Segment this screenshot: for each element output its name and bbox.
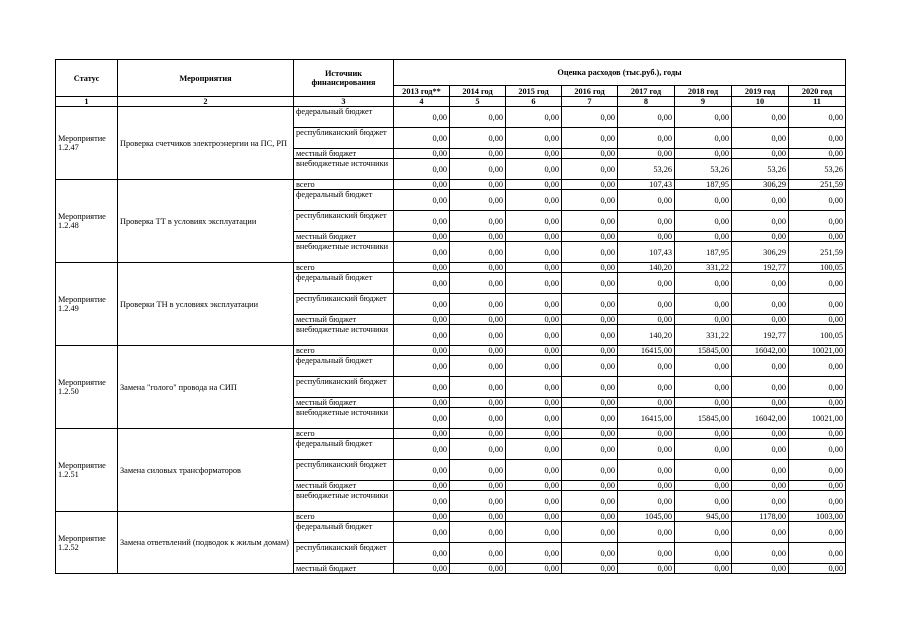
event-status: Мероприятие 1.2.47 bbox=[56, 107, 118, 180]
cost-value: 0,00 bbox=[675, 522, 732, 543]
cost-value: 0,00 bbox=[675, 564, 732, 574]
cost-value: 331,22 bbox=[675, 263, 732, 273]
cost-value: 0,00 bbox=[394, 159, 450, 180]
column-number: 8 bbox=[618, 97, 675, 107]
cost-value: 0,00 bbox=[506, 356, 562, 377]
cost-value: 0,00 bbox=[732, 377, 789, 398]
cost-value: 100,05 bbox=[789, 263, 846, 273]
cost-value: 0,00 bbox=[618, 273, 675, 294]
cost-value: 0,00 bbox=[618, 315, 675, 325]
event-name: Проверка ТТ в условиях эксплуатации bbox=[118, 180, 294, 263]
cost-value: 0,00 bbox=[618, 211, 675, 232]
cost-value: 107,43 bbox=[618, 242, 675, 263]
table-row bbox=[56, 107, 846, 128]
table-row bbox=[56, 180, 846, 190]
cost-value: 0,00 bbox=[394, 232, 450, 242]
cost-value: 0,00 bbox=[450, 429, 506, 439]
cost-value: 0,00 bbox=[450, 180, 506, 190]
cost-value: 0,00 bbox=[394, 346, 450, 356]
cost-value: 0,00 bbox=[506, 232, 562, 242]
cost-value: 0,00 bbox=[450, 159, 506, 180]
cost-value: 0,00 bbox=[562, 180, 618, 190]
funding-source: внебюджетные источники bbox=[294, 491, 394, 512]
cost-value: 0,00 bbox=[562, 232, 618, 242]
cost-value: 0,00 bbox=[675, 439, 732, 460]
cost-value: 107,43 bbox=[618, 180, 675, 190]
header-year: 2019 год bbox=[732, 86, 789, 97]
event-status: Мероприятие 1.2.49 bbox=[56, 263, 118, 346]
cost-value: 0,00 bbox=[562, 315, 618, 325]
header-year: 2016 год bbox=[562, 86, 618, 97]
cost-value: 1178,00 bbox=[732, 512, 789, 522]
cost-value: 0,00 bbox=[450, 398, 506, 408]
event-status: Мероприятие 1.2.50 bbox=[56, 346, 118, 429]
cost-value: 0,00 bbox=[394, 522, 450, 543]
cost-value: 0,00 bbox=[789, 190, 846, 211]
cost-value: 0,00 bbox=[675, 190, 732, 211]
cost-value: 0,00 bbox=[506, 346, 562, 356]
cost-value: 0,00 bbox=[562, 325, 618, 346]
cost-value: 0,00 bbox=[732, 543, 789, 564]
cost-value: 0,00 bbox=[394, 211, 450, 232]
cost-value: 0,00 bbox=[789, 128, 846, 149]
cost-value: 0,00 bbox=[450, 491, 506, 512]
cost-value: 0,00 bbox=[450, 564, 506, 574]
cost-value: 0,00 bbox=[789, 460, 846, 481]
cost-value: 0,00 bbox=[789, 232, 846, 242]
funding-source: республиканский бюджет bbox=[294, 128, 394, 149]
cost-value: 0,00 bbox=[675, 356, 732, 377]
funding-source: всего bbox=[294, 263, 394, 273]
cost-value: 0,00 bbox=[732, 315, 789, 325]
header-year: 2017 год bbox=[618, 86, 675, 97]
cost-value: 0,00 bbox=[618, 564, 675, 574]
cost-value: 0,00 bbox=[732, 190, 789, 211]
cost-value: 0,00 bbox=[562, 522, 618, 543]
cost-value: 0,00 bbox=[394, 377, 450, 398]
cost-value: 0,00 bbox=[675, 460, 732, 481]
cost-value: 0,00 bbox=[789, 273, 846, 294]
cost-value: 0,00 bbox=[394, 180, 450, 190]
column-number: 10 bbox=[732, 97, 789, 107]
cost-value: 0,00 bbox=[675, 315, 732, 325]
cost-value: 0,00 bbox=[450, 263, 506, 273]
funding-source: местный бюджет bbox=[294, 149, 394, 159]
cost-value: 0,00 bbox=[394, 491, 450, 512]
cost-value: 0,00 bbox=[562, 564, 618, 574]
cost-value: 0,00 bbox=[394, 512, 450, 522]
cost-value: 53,26 bbox=[675, 159, 732, 180]
cost-value: 0,00 bbox=[506, 315, 562, 325]
cost-value: 0,00 bbox=[732, 149, 789, 159]
header-year: 2014 год bbox=[450, 86, 506, 97]
cost-value: 0,00 bbox=[506, 107, 562, 128]
cost-value: 140,20 bbox=[618, 263, 675, 273]
cost-value: 53,26 bbox=[789, 159, 846, 180]
cost-value: 187,95 bbox=[675, 242, 732, 263]
cost-value: 0,00 bbox=[562, 107, 618, 128]
cost-value: 0,00 bbox=[732, 107, 789, 128]
cost-value: 0,00 bbox=[394, 149, 450, 159]
event-status: Мероприятие 1.2.48 bbox=[56, 180, 118, 263]
cost-value: 0,00 bbox=[618, 491, 675, 512]
cost-value: 0,00 bbox=[506, 211, 562, 232]
cost-value: 0,00 bbox=[506, 398, 562, 408]
cost-value: 0,00 bbox=[618, 398, 675, 408]
budget-table bbox=[55, 59, 846, 574]
cost-value: 0,00 bbox=[450, 128, 506, 149]
cost-value: 0,00 bbox=[506, 325, 562, 346]
cost-value: 0,00 bbox=[450, 408, 506, 429]
funding-source: местный бюджет bbox=[294, 481, 394, 491]
funding-source: республиканский бюджет bbox=[294, 460, 394, 481]
cost-value: 0,00 bbox=[394, 128, 450, 149]
cost-value: 0,00 bbox=[789, 398, 846, 408]
cost-value: 187,95 bbox=[675, 180, 732, 190]
cost-value: 0,00 bbox=[562, 346, 618, 356]
cost-value: 0,00 bbox=[450, 190, 506, 211]
cost-value: 0,00 bbox=[789, 356, 846, 377]
table-row bbox=[56, 512, 846, 522]
cost-value: 0,00 bbox=[394, 315, 450, 325]
funding-source: федеральный бюджет bbox=[294, 107, 394, 128]
cost-value: 16415,00 bbox=[618, 408, 675, 429]
cost-value: 100,05 bbox=[789, 325, 846, 346]
cost-value: 0,00 bbox=[618, 128, 675, 149]
cost-value: 306,29 bbox=[732, 242, 789, 263]
cost-value: 0,00 bbox=[450, 107, 506, 128]
cost-value: 0,00 bbox=[562, 128, 618, 149]
funding-source: федеральный бюджет bbox=[294, 439, 394, 460]
cost-value: 0,00 bbox=[732, 232, 789, 242]
column-number: 2 bbox=[118, 97, 294, 107]
cost-value: 0,00 bbox=[394, 564, 450, 574]
cost-value: 0,00 bbox=[450, 315, 506, 325]
funding-source: внебюджетные источники bbox=[294, 325, 394, 346]
cost-value: 0,00 bbox=[450, 356, 506, 377]
cost-value: 0,00 bbox=[675, 232, 732, 242]
cost-value: 0,00 bbox=[450, 512, 506, 522]
table-row bbox=[56, 346, 846, 356]
cost-value: 331,22 bbox=[675, 325, 732, 346]
cost-value: 16042,00 bbox=[732, 408, 789, 429]
cost-value: 0,00 bbox=[562, 263, 618, 273]
cost-value: 0,00 bbox=[562, 149, 618, 159]
cost-value: 0,00 bbox=[675, 273, 732, 294]
cost-value: 0,00 bbox=[789, 107, 846, 128]
cost-value: 0,00 bbox=[562, 460, 618, 481]
cost-value: 0,00 bbox=[562, 543, 618, 564]
event-name: Проверки ТН в условиях эксплуатации bbox=[118, 263, 294, 346]
cost-value: 0,00 bbox=[732, 356, 789, 377]
cost-value: 0,00 bbox=[450, 242, 506, 263]
cost-value: 0,00 bbox=[394, 107, 450, 128]
table-row bbox=[56, 429, 846, 439]
funding-source: федеральный бюджет bbox=[294, 356, 394, 377]
cost-value: 0,00 bbox=[506, 149, 562, 159]
header-year: 2018 год bbox=[675, 86, 732, 97]
cost-value: 15845,00 bbox=[675, 346, 732, 356]
cost-value: 0,00 bbox=[394, 294, 450, 315]
cost-value: 0,00 bbox=[450, 149, 506, 159]
cost-value: 0,00 bbox=[506, 273, 562, 294]
cost-value: 0,00 bbox=[394, 439, 450, 460]
cost-value: 0,00 bbox=[506, 263, 562, 273]
cost-value: 0,00 bbox=[789, 315, 846, 325]
funding-source: федеральный бюджет bbox=[294, 522, 394, 543]
cost-value: 0,00 bbox=[675, 543, 732, 564]
column-number: 11 bbox=[789, 97, 846, 107]
cost-value: 0,00 bbox=[732, 522, 789, 543]
event-status: Мероприятие 1.2.51 bbox=[56, 429, 118, 512]
cost-value: 0,00 bbox=[789, 377, 846, 398]
cost-value: 0,00 bbox=[506, 512, 562, 522]
cost-value: 251,59 bbox=[789, 242, 846, 263]
cost-value: 192,77 bbox=[732, 325, 789, 346]
cost-value: 0,00 bbox=[450, 377, 506, 398]
cost-value: 0,00 bbox=[675, 429, 732, 439]
cost-value: 0,00 bbox=[618, 522, 675, 543]
cost-value: 0,00 bbox=[562, 429, 618, 439]
funding-source: всего bbox=[294, 180, 394, 190]
cost-value: 0,00 bbox=[506, 294, 562, 315]
cost-value: 0,00 bbox=[618, 460, 675, 481]
cost-value: 0,00 bbox=[618, 149, 675, 159]
cost-value: 0,00 bbox=[394, 481, 450, 491]
table-row bbox=[56, 263, 846, 273]
cost-value: 0,00 bbox=[789, 149, 846, 159]
cost-value: 0,00 bbox=[506, 408, 562, 429]
header-estimate: Оценка расходов (тыс.руб.), годы bbox=[394, 60, 846, 86]
cost-value: 0,00 bbox=[506, 190, 562, 211]
cost-value: 0,00 bbox=[506, 439, 562, 460]
funding-source: всего bbox=[294, 512, 394, 522]
column-number: 6 bbox=[506, 97, 562, 107]
cost-value: 0,00 bbox=[394, 273, 450, 294]
funding-source: всего bbox=[294, 429, 394, 439]
cost-value: 0,00 bbox=[450, 481, 506, 491]
cost-value: 0,00 bbox=[618, 294, 675, 315]
cost-value: 15845,00 bbox=[675, 408, 732, 429]
cost-value: 0,00 bbox=[618, 232, 675, 242]
cost-value: 0,00 bbox=[394, 242, 450, 263]
cost-value: 140,20 bbox=[618, 325, 675, 346]
cost-value: 0,00 bbox=[562, 398, 618, 408]
cost-value: 0,00 bbox=[618, 190, 675, 211]
cost-value: 0,00 bbox=[562, 377, 618, 398]
header-source: Источник финансирования bbox=[294, 60, 394, 97]
cost-value: 0,00 bbox=[732, 564, 789, 574]
cost-value: 16042,00 bbox=[732, 346, 789, 356]
cost-value: 0,00 bbox=[562, 294, 618, 315]
column-number: 7 bbox=[562, 97, 618, 107]
funding-source: республиканский бюджет bbox=[294, 211, 394, 232]
cost-value: 0,00 bbox=[789, 211, 846, 232]
cost-value: 0,00 bbox=[562, 242, 618, 263]
funding-source: внебюджетные источники bbox=[294, 159, 394, 180]
funding-source: местный бюджет bbox=[294, 232, 394, 242]
funding-source: внебюджетные источники bbox=[294, 408, 394, 429]
cost-value: 0,00 bbox=[732, 481, 789, 491]
cost-value: 192,77 bbox=[732, 263, 789, 273]
column-number: 3 bbox=[294, 97, 394, 107]
cost-value: 0,00 bbox=[562, 491, 618, 512]
funding-source: федеральный бюджет bbox=[294, 273, 394, 294]
cost-value: 0,00 bbox=[506, 522, 562, 543]
column-number: 9 bbox=[675, 97, 732, 107]
cost-value: 0,00 bbox=[675, 377, 732, 398]
column-number: 1 bbox=[56, 97, 118, 107]
funding-source: республиканский бюджет bbox=[294, 294, 394, 315]
cost-value: 0,00 bbox=[506, 429, 562, 439]
column-number: 5 bbox=[450, 97, 506, 107]
event-status: Мероприятие 1.2.52 bbox=[56, 512, 118, 574]
cost-value: 0,00 bbox=[450, 273, 506, 294]
cost-value: 0,00 bbox=[394, 460, 450, 481]
cost-value: 0,00 bbox=[562, 439, 618, 460]
cost-value: 0,00 bbox=[732, 398, 789, 408]
cost-value: 0,00 bbox=[618, 543, 675, 564]
header-year: 2020 год bbox=[789, 86, 846, 97]
cost-value: 16415,00 bbox=[618, 346, 675, 356]
funding-source: республиканский бюджет bbox=[294, 377, 394, 398]
cost-value: 0,00 bbox=[618, 356, 675, 377]
event-name: Замена силовых трансформаторов bbox=[118, 429, 294, 512]
header-year: 2013 год** bbox=[394, 86, 450, 97]
cost-value: 0,00 bbox=[562, 356, 618, 377]
cost-value: 0,00 bbox=[675, 128, 732, 149]
cost-value: 0,00 bbox=[675, 107, 732, 128]
cost-value: 0,00 bbox=[732, 294, 789, 315]
cost-value: 0,00 bbox=[506, 543, 562, 564]
cost-value: 0,00 bbox=[562, 512, 618, 522]
cost-value: 0,00 bbox=[732, 429, 789, 439]
cost-value: 0,00 bbox=[562, 408, 618, 429]
funding-source: местный бюджет bbox=[294, 398, 394, 408]
funding-source: местный бюджет bbox=[294, 564, 394, 574]
cost-value: 0,00 bbox=[789, 481, 846, 491]
funding-source: федеральный бюджет bbox=[294, 190, 394, 211]
cost-value: 0,00 bbox=[675, 294, 732, 315]
cost-value: 0,00 bbox=[789, 522, 846, 543]
cost-value: 0,00 bbox=[618, 429, 675, 439]
cost-value: 0,00 bbox=[675, 149, 732, 159]
cost-value: 0,00 bbox=[789, 491, 846, 512]
header-status: Статус bbox=[56, 60, 118, 97]
cost-value: 0,00 bbox=[450, 325, 506, 346]
cost-value: 0,00 bbox=[506, 242, 562, 263]
cost-value: 1003,00 bbox=[789, 512, 846, 522]
column-number: 4 bbox=[394, 97, 450, 107]
cost-value: 0,00 bbox=[675, 491, 732, 512]
funding-source: местный бюджет bbox=[294, 315, 394, 325]
cost-value: 0,00 bbox=[789, 564, 846, 574]
cost-value: 0,00 bbox=[394, 398, 450, 408]
cost-value: 0,00 bbox=[732, 491, 789, 512]
cost-value: 0,00 bbox=[450, 346, 506, 356]
cost-value: 0,00 bbox=[506, 377, 562, 398]
funding-source: всего bbox=[294, 346, 394, 356]
cost-value: 0,00 bbox=[450, 543, 506, 564]
cost-value: 0,00 bbox=[562, 190, 618, 211]
cost-value: 0,00 bbox=[732, 211, 789, 232]
cost-value: 0,00 bbox=[450, 439, 506, 460]
cost-value: 0,00 bbox=[506, 564, 562, 574]
cost-value: 0,00 bbox=[394, 429, 450, 439]
cost-value: 10021,00 bbox=[789, 346, 846, 356]
cost-value: 0,00 bbox=[450, 232, 506, 242]
cost-value: 0,00 bbox=[618, 377, 675, 398]
cost-value: 0,00 bbox=[450, 211, 506, 232]
cost-value: 0,00 bbox=[394, 325, 450, 346]
header-events: Мероприятия bbox=[118, 60, 294, 97]
cost-value: 0,00 bbox=[394, 543, 450, 564]
event-name: Замена ответвлений (подводок к жилым домам) bbox=[118, 512, 294, 574]
event-name: Замена "голого" провода на СИП bbox=[118, 346, 294, 429]
cost-value: 0,00 bbox=[675, 211, 732, 232]
cost-value: 0,00 bbox=[562, 159, 618, 180]
cost-value: 0,00 bbox=[675, 481, 732, 491]
cost-value: 0,00 bbox=[562, 211, 618, 232]
header-year: 2015 год bbox=[506, 86, 562, 97]
cost-value: 0,00 bbox=[618, 107, 675, 128]
funding-source: республиканский бюджет bbox=[294, 543, 394, 564]
cost-value: 0,00 bbox=[506, 491, 562, 512]
cost-value: 0,00 bbox=[562, 481, 618, 491]
cost-value: 0,00 bbox=[618, 439, 675, 460]
cost-value: 0,00 bbox=[618, 481, 675, 491]
cost-value: 53,26 bbox=[732, 159, 789, 180]
cost-value: 0,00 bbox=[506, 460, 562, 481]
cost-value: 0,00 bbox=[732, 273, 789, 294]
cost-value: 0,00 bbox=[732, 460, 789, 481]
event-name: Проверка счетчиков электроэнергии на ПС, РП bbox=[118, 107, 294, 180]
cost-value: 0,00 bbox=[506, 481, 562, 491]
cost-value: 0,00 bbox=[506, 128, 562, 149]
cost-value: 0,00 bbox=[732, 439, 789, 460]
cost-value: 0,00 bbox=[450, 522, 506, 543]
cost-value: 306,29 bbox=[732, 180, 789, 190]
cost-value: 0,00 bbox=[506, 159, 562, 180]
cost-value: 0,00 bbox=[450, 294, 506, 315]
cost-value: 0,00 bbox=[562, 273, 618, 294]
cost-value: 0,00 bbox=[789, 294, 846, 315]
cost-value: 0,00 bbox=[789, 543, 846, 564]
cost-value: 0,00 bbox=[450, 460, 506, 481]
funding-source: внебюджетные источники bbox=[294, 242, 394, 263]
cost-value: 0,00 bbox=[789, 439, 846, 460]
cost-value: 0,00 bbox=[394, 356, 450, 377]
cost-value: 251,59 bbox=[789, 180, 846, 190]
cost-value: 945,00 bbox=[675, 512, 732, 522]
cost-value: 0,00 bbox=[789, 429, 846, 439]
cost-value: 0,00 bbox=[394, 263, 450, 273]
cost-value: 53,26 bbox=[618, 159, 675, 180]
cost-value: 0,00 bbox=[675, 398, 732, 408]
cost-value: 0,00 bbox=[394, 190, 450, 211]
budget-table-page bbox=[55, 59, 845, 574]
cost-value: 0,00 bbox=[506, 180, 562, 190]
cost-value: 0,00 bbox=[732, 128, 789, 149]
cost-value: 10021,00 bbox=[789, 408, 846, 429]
cost-value: 1045,00 bbox=[618, 512, 675, 522]
cost-value: 0,00 bbox=[394, 408, 450, 429]
